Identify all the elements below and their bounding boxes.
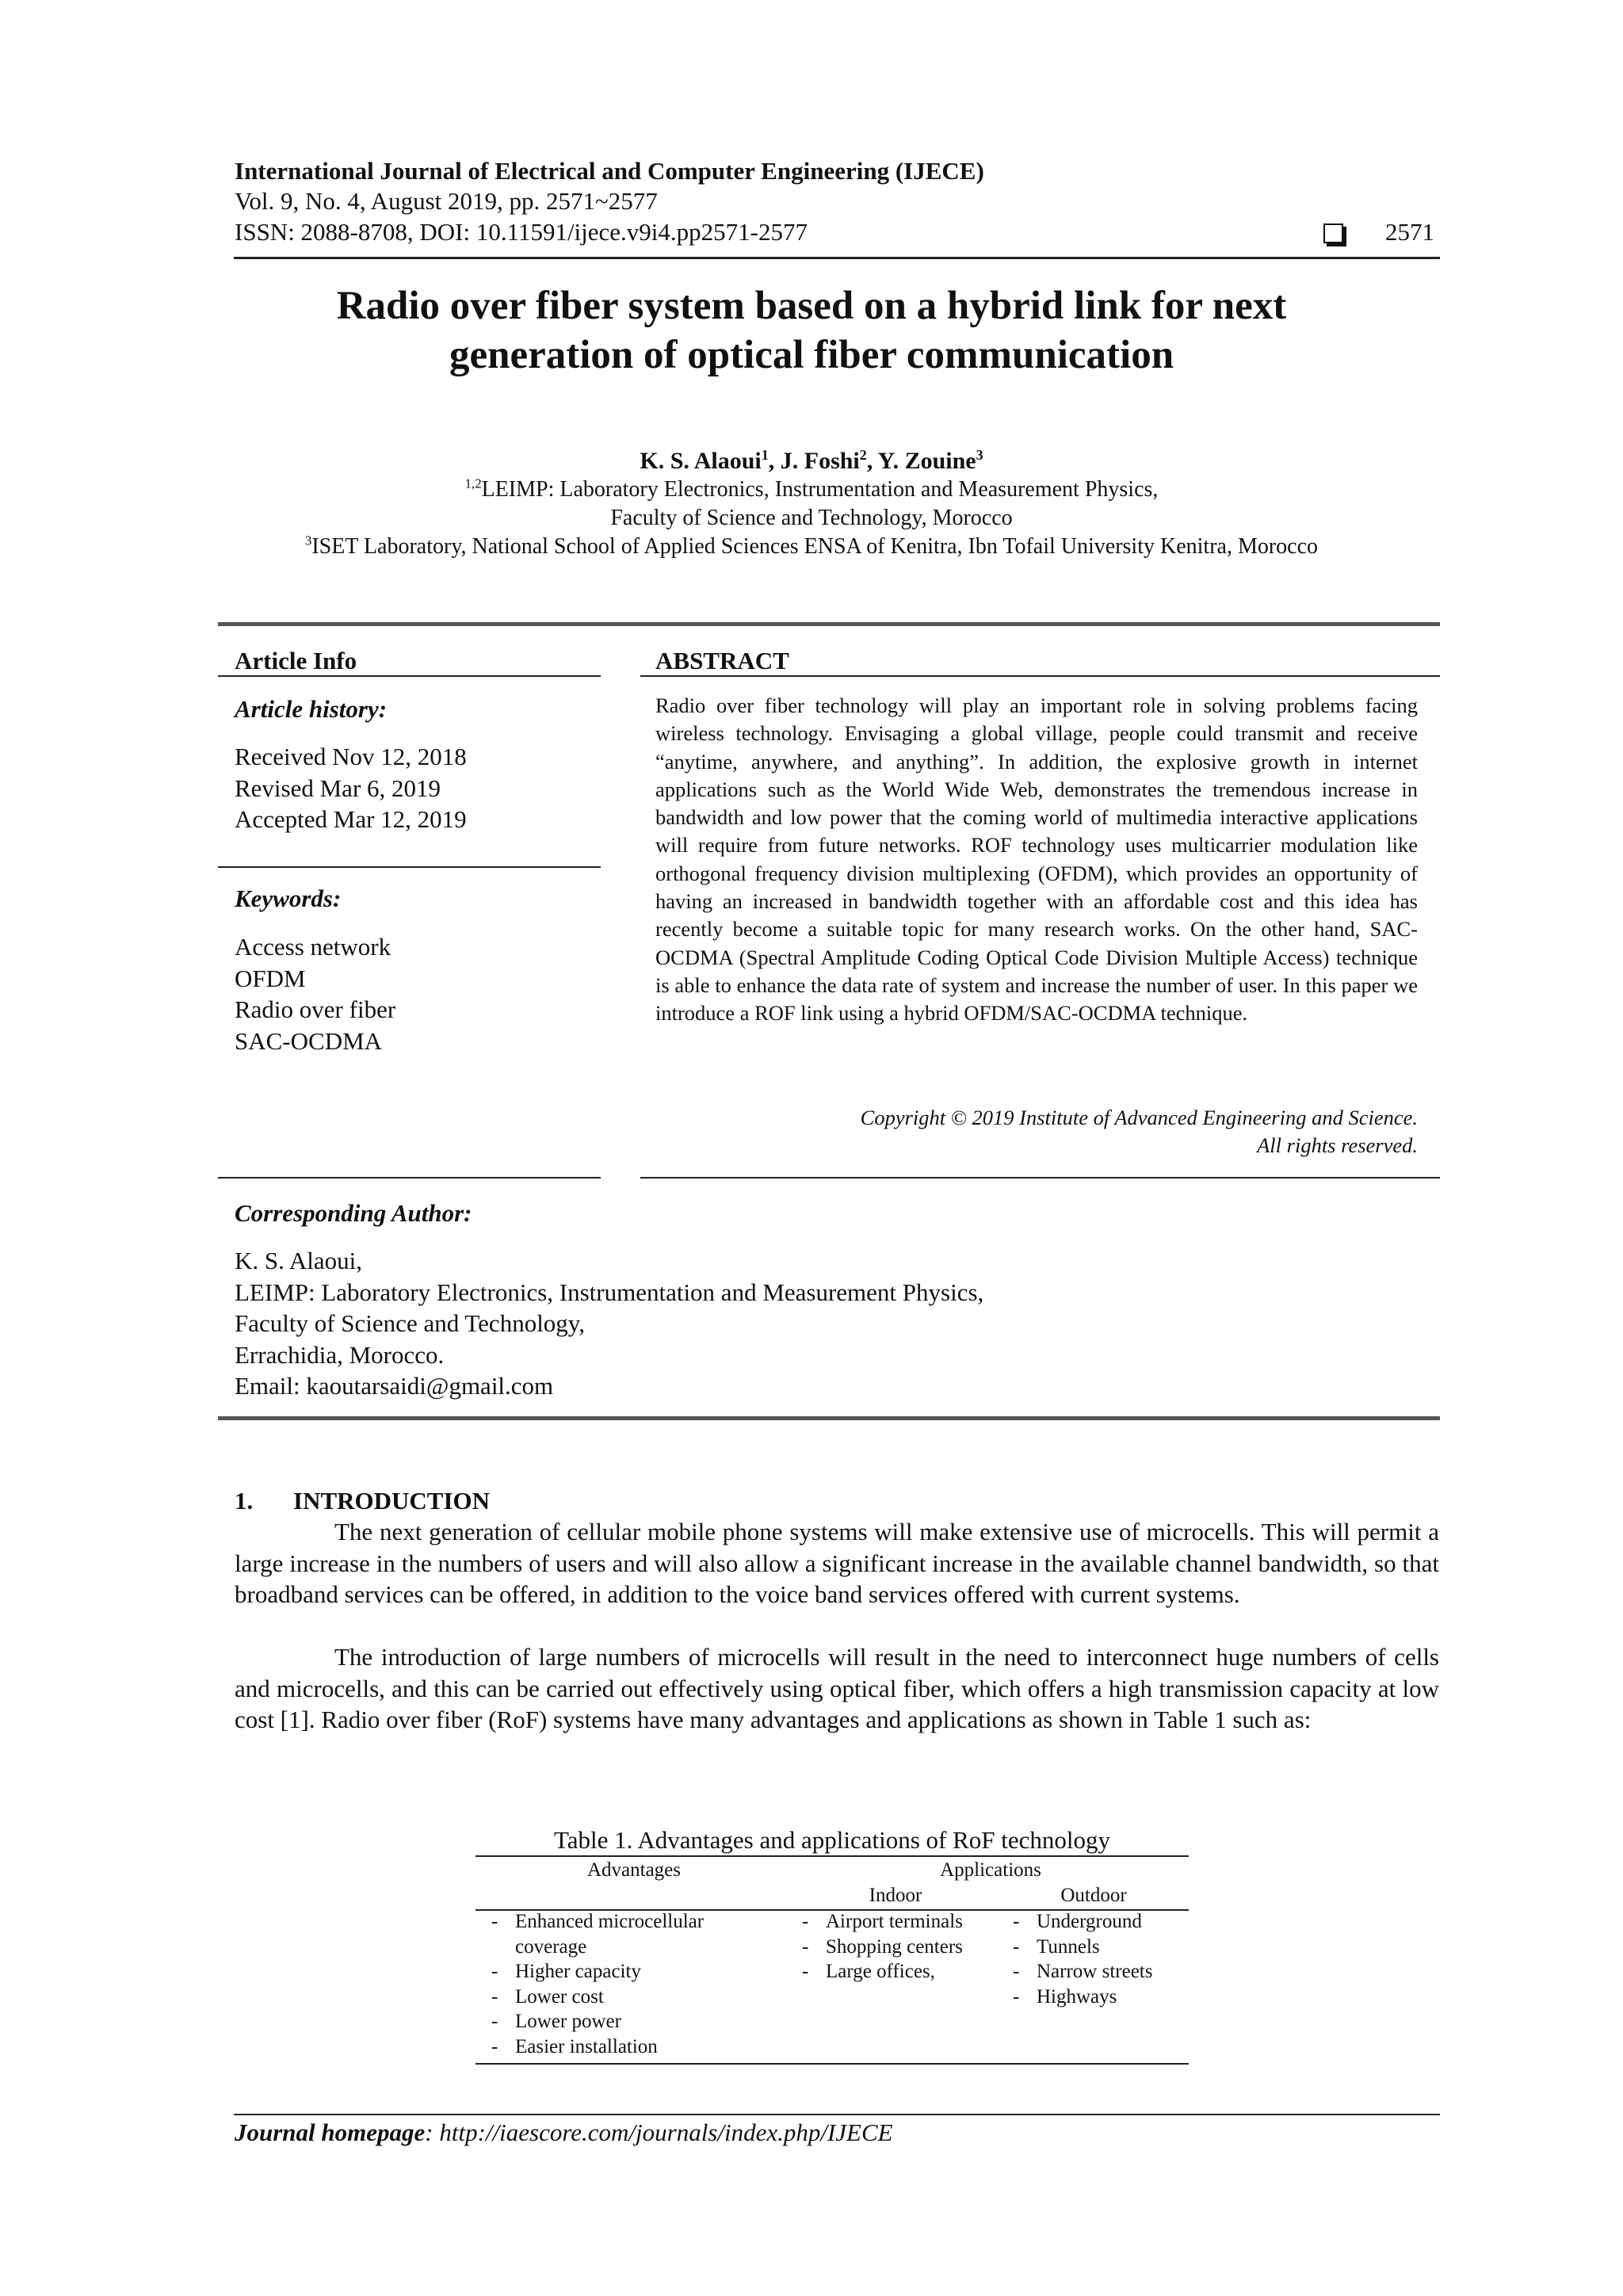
author-separator: , (866, 448, 878, 474)
author-list (0, 446, 1623, 476)
issn-doi: ISSN: 2088-8708, DOI: 10.11591/ijece.v9i4.pp2571-2577 (235, 218, 808, 246)
intro-paragraph-2: The introduction of large numbers of microcells will result in the need to interconnect huge numbers of cells and microcells, and this can be carried out effectively using optical fiber, which offers a high transmission capacity at low cost [1]. Radio over fiber (RoF) systems have many advantages and applications as shown in Table 1 such as: (235, 1643, 1439, 1733)
list-dash: - (491, 1911, 498, 1932)
outdoor-list (1013, 1909, 1195, 2009)
list-item (802, 1959, 1008, 1985)
infobox-top-rule (218, 622, 1440, 626)
list-item (1013, 1909, 1195, 1935)
article-history-label: Article history: (235, 695, 388, 723)
received-date: Received Nov 12, 2018 (235, 743, 467, 770)
keyword: Access network (235, 933, 391, 961)
list-item (491, 2009, 737, 2034)
page-number: 2571 (1385, 218, 1434, 246)
article-history (235, 741, 467, 835)
copyright-line-1: Copyright © 2019 Institute of Advanced Engineering and Science. (860, 1106, 1418, 1129)
affiliation-2-text: ISET Laboratory, National School of Applied Sciences ENSA of Kenitra, Ibn Tofail University Kenitra, Morocco (311, 534, 1319, 559)
keyword: OFDM (235, 964, 306, 992)
keyword: Radio over fiber (235, 995, 396, 1023)
table-header-indoor: Indoor (869, 1885, 922, 1906)
list-dash: - (802, 1961, 809, 1982)
abstract-bottom-rule (640, 1177, 1440, 1179)
list-dash: - (802, 1935, 809, 1958)
table-header-applications: Applications (940, 1859, 1041, 1881)
title-line-1: Radio over fiber system based on a hybrid link for next (336, 284, 1287, 328)
list-dash: - (491, 2011, 498, 2032)
corresponding-email: Email: kaoutarsaidi@gmail.com (235, 1372, 554, 1400)
infobox-bottom-rule (218, 1416, 1440, 1420)
journal-name: International Journal of Electrical and Computer Engineering (IJECE) (235, 157, 984, 185)
intro-paragraph-1: The next generation of cellular mobile phone systems will make extensive use of microcells. This will permit a large increase in the numbers of users and will also allow a significant increase in the available channel bandwidth, so that broadband services can be offered, in addition to the voice band services offered with current systems. (235, 1518, 1439, 1608)
author-1: K. S. Alaoui (640, 448, 762, 474)
list-item-text: Shopping centers (826, 1935, 963, 1958)
accepted-date: Accepted Mar 12, 2019 (235, 805, 467, 833)
list-item-text: Easier installation (515, 2035, 658, 2057)
list-item-text: Highways (1037, 1985, 1117, 2008)
copyright-line-2: All rights reserved. (1257, 1133, 1418, 1158)
list-dash: - (802, 1911, 809, 1932)
list-item (1013, 1959, 1195, 1985)
table-bottom-rule (475, 2063, 1189, 2065)
list-item (491, 1909, 737, 1959)
author-separator: , (768, 448, 781, 474)
list-item-text: Lower cost (515, 1985, 604, 2008)
keyword: SAC-OCDMA (235, 1026, 383, 1055)
checkbox-icon (1323, 223, 1343, 243)
article-info-bottom-rule (218, 1177, 601, 1179)
author-2: J. Foshi (780, 448, 860, 474)
homepage-label: Journal homepage (235, 2118, 426, 2146)
advantages-list (491, 1909, 737, 2059)
list-dash: - (491, 2035, 498, 2057)
revised-date: Revised Mar 6, 2019 (235, 774, 441, 802)
affiliation-1 (0, 476, 1623, 504)
list-item-text: Lower power (515, 2011, 621, 2032)
list-dash: - (1013, 1961, 1020, 1982)
section-number: 1. (235, 1487, 254, 1515)
affiliation-2-sup: 3 (304, 533, 312, 548)
keywords-label: Keywords: (235, 884, 342, 912)
section-heading (235, 1485, 490, 1517)
article-info-heading: Article Info (235, 647, 357, 674)
keywords-list (235, 931, 395, 1056)
history-keywords-rule (218, 866, 601, 868)
abstract-text: Radio over fiber technology will play an important role in solving problems facing wireless technology. Envisaging a global village, people could transmit and receive “anytime, anywhere, and anything”. In addition, the explosive growth in internet applications such as the World Wide Web, demonstrates the tremendous increase in bandwidth and low power that the coming world of multimedia interactive applications will require from future networks. ROF technology uses multicarrier modulation like orthogonal frequency division multiplexing (OFDM), which provides an opportunity of having an increased in bandwidth together with an affordable cost and this idea has recently become a suitable topic for many research works. On the other hand, SAC-OCDMA (Spectral Amplitude Coding Optical Code Division Multiple Access) technique is able to enhance the data rate of system and increase the number of user. In this paper we introduce a ROF link using a hybrid OFDM/SAC-OCDMA technique. (655, 693, 1418, 1026)
title-line-2: generation of optical fiber communication (449, 333, 1174, 377)
affiliation-1-line-2: Faculty of Science and Technology, Morocco (610, 506, 1013, 530)
corresponding-author-label: Corresponding Author: (235, 1199, 472, 1227)
corresponding-city: Errachidia, Morocco. (235, 1340, 445, 1369)
volume-info: Vol. 9, No. 4, August 2019, pp. 2571~2577 (235, 187, 658, 215)
corresponding-faculty: Faculty of Science and Technology, (235, 1309, 586, 1337)
homepage-url[interactable]: http://iaescore.com/journals/index.php/IJECE (439, 2118, 893, 2146)
list-item (491, 1959, 737, 1985)
list-item-text: Narrow streets (1037, 1961, 1153, 1982)
list-item-text: Tunnels (1037, 1935, 1100, 1958)
list-item (491, 1985, 737, 2010)
affiliation-2 (0, 533, 1623, 561)
affiliation-1-line-1: LEIMP: Laboratory Electronics, Instrumentation and Measurement Physics, (481, 477, 1159, 502)
list-item-text: Underground (1037, 1911, 1142, 1932)
indoor-list (802, 1909, 1008, 1985)
list-item (1013, 1935, 1195, 1960)
paper-title (0, 281, 1623, 380)
copyright (655, 1104, 1418, 1160)
author-1-sup: 1 (761, 447, 769, 463)
list-item (491, 2034, 737, 2060)
list-dash: - (1013, 1911, 1020, 1932)
footer-rule (234, 2114, 1440, 2115)
list-item (802, 1935, 1008, 1960)
abstract-heading: ABSTRACT (655, 647, 789, 674)
list-item-text: Large offices, (826, 1961, 935, 1982)
table-caption: Table 1. Advantages and applications of RoF technology (553, 1826, 1111, 1854)
table-header-advantages: Advantages (586, 1859, 682, 1881)
list-item-text: Higher capacity (515, 1961, 641, 1982)
header-rule (234, 257, 1440, 259)
list-dash: - (491, 1985, 498, 2008)
homepage-colon: : (425, 2118, 433, 2146)
list-dash: - (1013, 1935, 1020, 1958)
author-2-sup: 2 (859, 447, 867, 463)
journal-homepage (235, 2117, 893, 2148)
table-header-outdoor: Outdoor (1060, 1885, 1127, 1906)
author-3-sup: 3 (976, 447, 983, 463)
list-item-text: Airport terminals (826, 1911, 963, 1932)
table-top-rule (475, 1855, 1189, 1857)
affiliation-1-sup: 1,2 (464, 476, 482, 491)
list-item (802, 1909, 1008, 1935)
corresponding-name: K. S. Alaoui, (235, 1247, 363, 1274)
corresponding-lab: LEIMP: Laboratory Electronics, Instrumentation and Measurement Physics, (235, 1278, 984, 1306)
list-dash: - (491, 1961, 498, 1982)
list-item-text: Enhanced microcellular coverage (515, 1911, 705, 1958)
author-3: Y. Zouine (877, 448, 976, 474)
list-dash: - (1013, 1985, 1020, 2008)
section-title: INTRODUCTION (293, 1487, 491, 1515)
corresponding-author-details (235, 1245, 983, 1402)
list-item (1013, 1985, 1195, 2010)
